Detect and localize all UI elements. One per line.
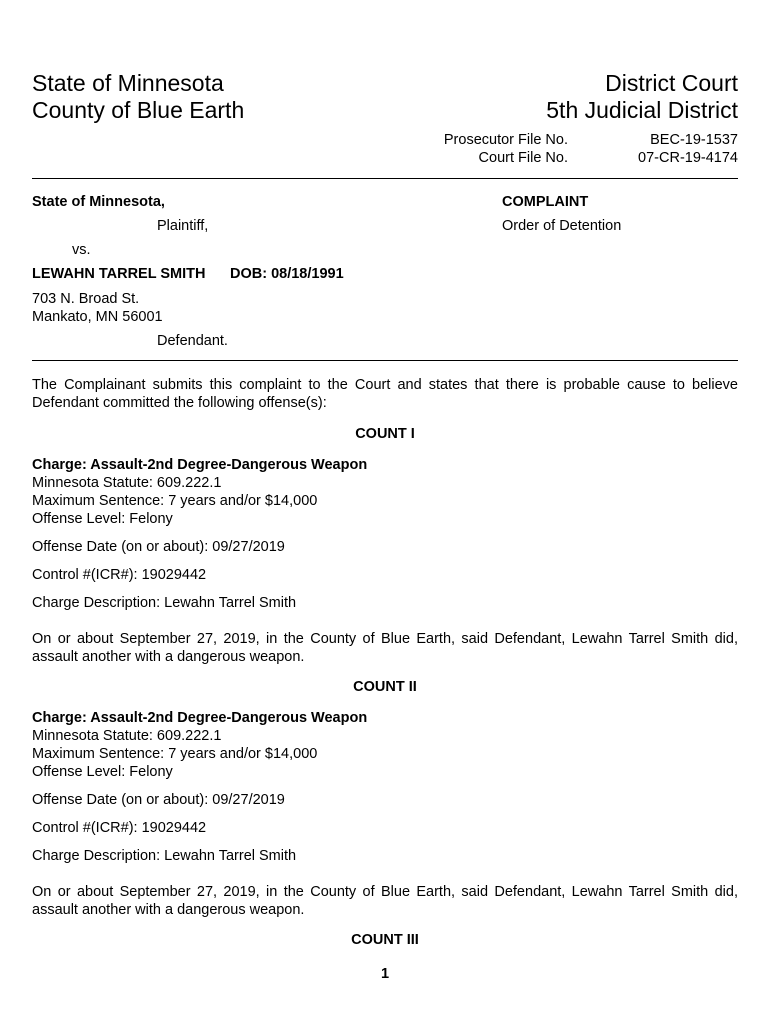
statute: Minnesota Statute: 609.222.1	[32, 475, 222, 491]
count-heading: COUNT II	[353, 679, 417, 695]
offense-date: Offense Date (on or about): 09/27/2019	[32, 792, 285, 808]
file-numbers	[436, 131, 738, 167]
district-heading: 5th Judicial District	[546, 97, 738, 123]
address-line-1: 703 N. Broad St.	[32, 291, 140, 307]
prosecutor-file-row	[436, 131, 738, 149]
control-number: Control #(ICR#): 19029442	[32, 567, 207, 583]
statute: Minnesota Statute: 609.222.1	[32, 728, 222, 744]
document-subtype: Order of Detention	[502, 218, 622, 234]
count-block	[32, 456, 738, 666]
jurisdiction-block	[32, 70, 244, 124]
defendant-role: Defendant.	[157, 333, 228, 349]
divider-top	[32, 178, 738, 179]
control-number: Control #(ICR#): 19029442	[32, 820, 207, 836]
count-block	[32, 709, 738, 919]
count-heading: COUNT I	[355, 426, 415, 442]
count-narrative: On or about September 27, 2019, in the County of Blue Earth, said Defendant, Lewahn Tarrel Smith did, assault another with a dangerous weapon.	[32, 631, 738, 665]
offense-level: Offense Level: Felony	[32, 764, 173, 780]
versus-label: vs.	[72, 242, 91, 258]
charge-description: Charge Description: Lewahn Tarrel Smith	[32, 848, 297, 864]
prosecutor-file-value: BEC-19-1537	[650, 132, 738, 148]
max-sentence: Maximum Sentence: 7 years and/or $14,000	[32, 493, 318, 509]
county-heading: County of Blue Earth	[32, 97, 245, 123]
count-heading: COUNT III	[351, 932, 419, 948]
complaint-intro: The Complainant submits this complaint to the Court and states that there is probable cause to believe Defendant committed the following offense(s):	[32, 377, 738, 411]
address-line-2: Mankato, MN 56001	[32, 309, 163, 325]
court-file-label: Court File No.	[478, 150, 568, 166]
offense-level: Offense Level: Felony	[32, 511, 173, 527]
court-heading: District Court	[605, 70, 738, 96]
page-number: 1	[380, 966, 390, 982]
prosecutor-file-label: Prosecutor File No.	[443, 132, 568, 148]
offense-date: Offense Date (on or about): 09/27/2019	[32, 539, 285, 555]
court-block	[546, 70, 738, 124]
defendant-dob: DOB: 08/18/1991	[230, 266, 344, 282]
max-sentence: Maximum Sentence: 7 years and/or $14,000	[32, 746, 318, 762]
document-type: COMPLAINT	[502, 194, 589, 210]
court-file-row	[436, 149, 738, 167]
divider-bottom	[32, 360, 738, 361]
defendant-name: LEWAHN TARREL SMITH	[32, 266, 206, 282]
plaintiff-name: State of Minnesota,	[32, 194, 165, 210]
state-heading: State of Minnesota	[32, 70, 224, 96]
court-file-value: 07-CR-19-4174	[638, 150, 738, 166]
charge-description: Charge Description: Lewahn Tarrel Smith	[32, 595, 297, 611]
charge-title: Charge: Assault-2nd Degree-Dangerous Weapon	[32, 457, 368, 473]
plaintiff-role: Plaintiff,	[157, 218, 209, 234]
charge-title: Charge: Assault-2nd Degree-Dangerous Weapon	[32, 710, 368, 726]
count-narrative: On or about September 27, 2019, in the County of Blue Earth, said Defendant, Lewahn Tarrel Smith did, assault another with a dangerous weapon.	[32, 884, 738, 918]
document-page	[32, 0, 738, 1024]
